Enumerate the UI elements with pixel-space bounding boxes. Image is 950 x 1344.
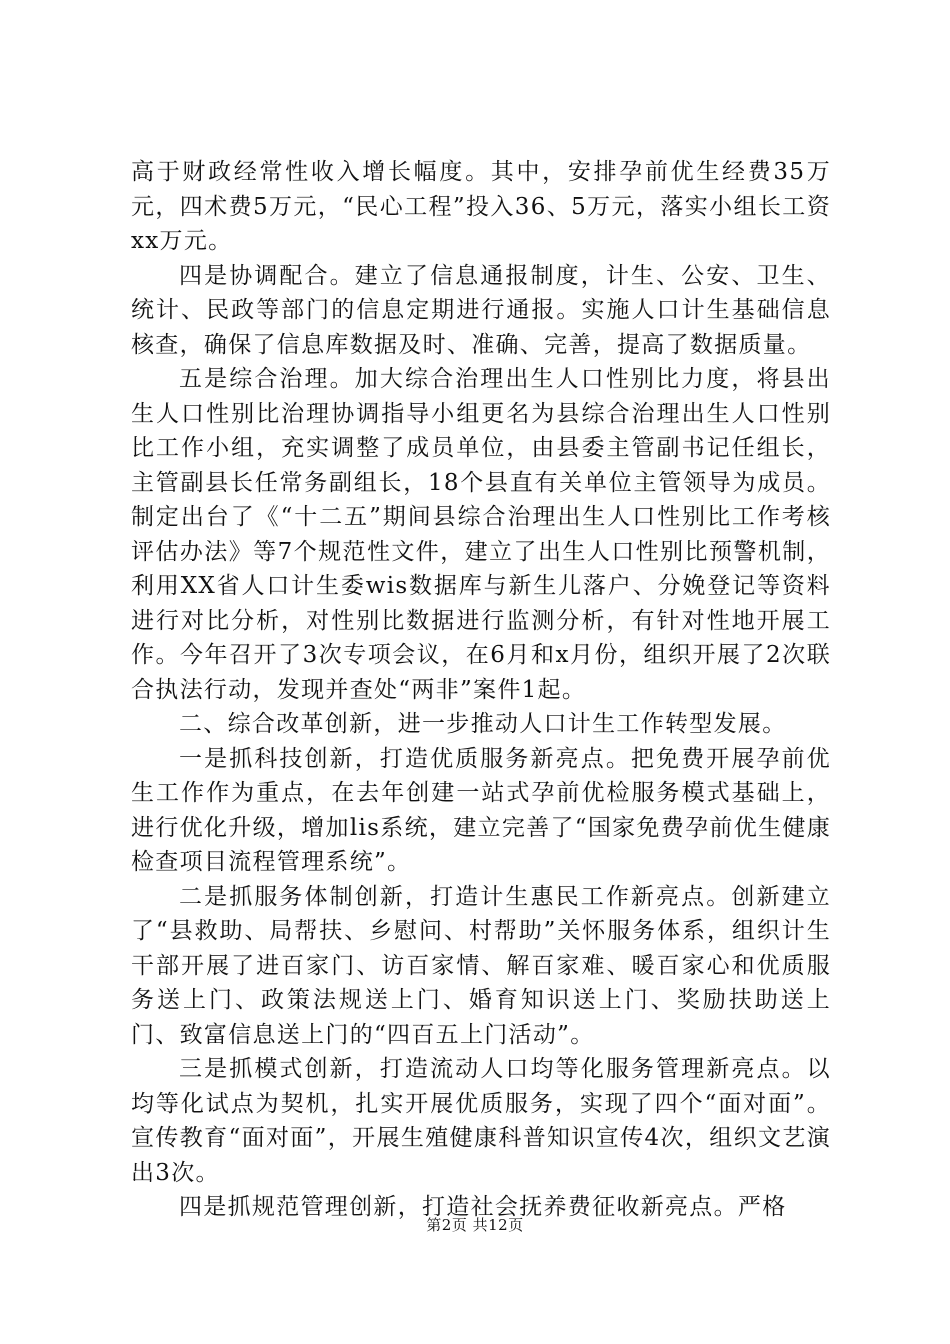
document-body [131, 155, 831, 1225]
paragraph-5: 一是抓科技创新，打造优质服务新亮点。把免费开展孕前优生工作作为重点，在去年创建一站式孕前优检服务模式基础上，进行优化升级，增加lis系统，建立完善了“国家免费孕前优生健康检查项目流程管理系统”。 [131, 745, 831, 875]
section-heading: 二、综合改革创新，进一步推动人口计生工作转型发展。 [179, 711, 787, 737]
page-number-footer: 第2页 共12页 [426, 1216, 524, 1234]
paragraph-7: 三是抓模式创新，打造流动人口均等化服务管理新亮点。以均等化试点为契机，扎实开展优质服务，实现了四个“面对面”。宣传教育“面对面”，开展生殖健康科普知识宣传4次，组织文艺演出3次。 [131, 1056, 831, 1186]
paragraph-1: 高于财政经常性收入增长幅度。其中，安排孕前优生经费35万元，四术费5万元，“民心工程”投入36、5万元，落实小组长工资xx万元。 [131, 159, 831, 254]
paragraph-8: 四是抓规范管理创新，打造社会抚养费征收新亮点。严格 [179, 1194, 787, 1220]
paragraph-3: 五是综合治理。加大综合治理出生人口性别比力度，将县出生人口性别比治理协调指导小组更名为县综合治理出生人口性别比工作小组，充实调整了成员单位，由县委主管副书记任组长，主管副县长任常务副组长，18个县直有关单位主管领导为成员。制定出台了《“十二五”期间县综合治理出生人口性别比工作考核评估办法》等7个规范性文件，建立了出生人口性别比预警机制，利用XX省人口计生委wis数据库与新生儿落户、分娩登记等资料进行对比分析，对性别比数据进行监测分析，有针对性地开展工作。今年召开了3次专项会议，在6月和x月份，组织开展了2次联合执法行动，发现并查处“两非”案件1起。 [131, 366, 831, 703]
paragraph-6: 二是抓服务体制创新，打造计生惠民工作新亮点。创新建立了“县救助、局帮扶、乡慰问、村帮助”关怀服务体系，组织计生干部开展了进百家门、访百家情、解百家难、暖百家心和优质服务送上门、政策法规送上门、婚育知识送上门、奖励扶助送上门、致富信息送上门的“四百五上门活动”。 [131, 883, 831, 1048]
paragraph-2: 四是协调配合。建立了信息通报制度，计生、公安、卫生、统计、民政等部门的信息定期进行通报。实施人口计生基础信息核查，确保了信息库数据及时、准确、完善，提高了数据质量。 [131, 262, 831, 358]
